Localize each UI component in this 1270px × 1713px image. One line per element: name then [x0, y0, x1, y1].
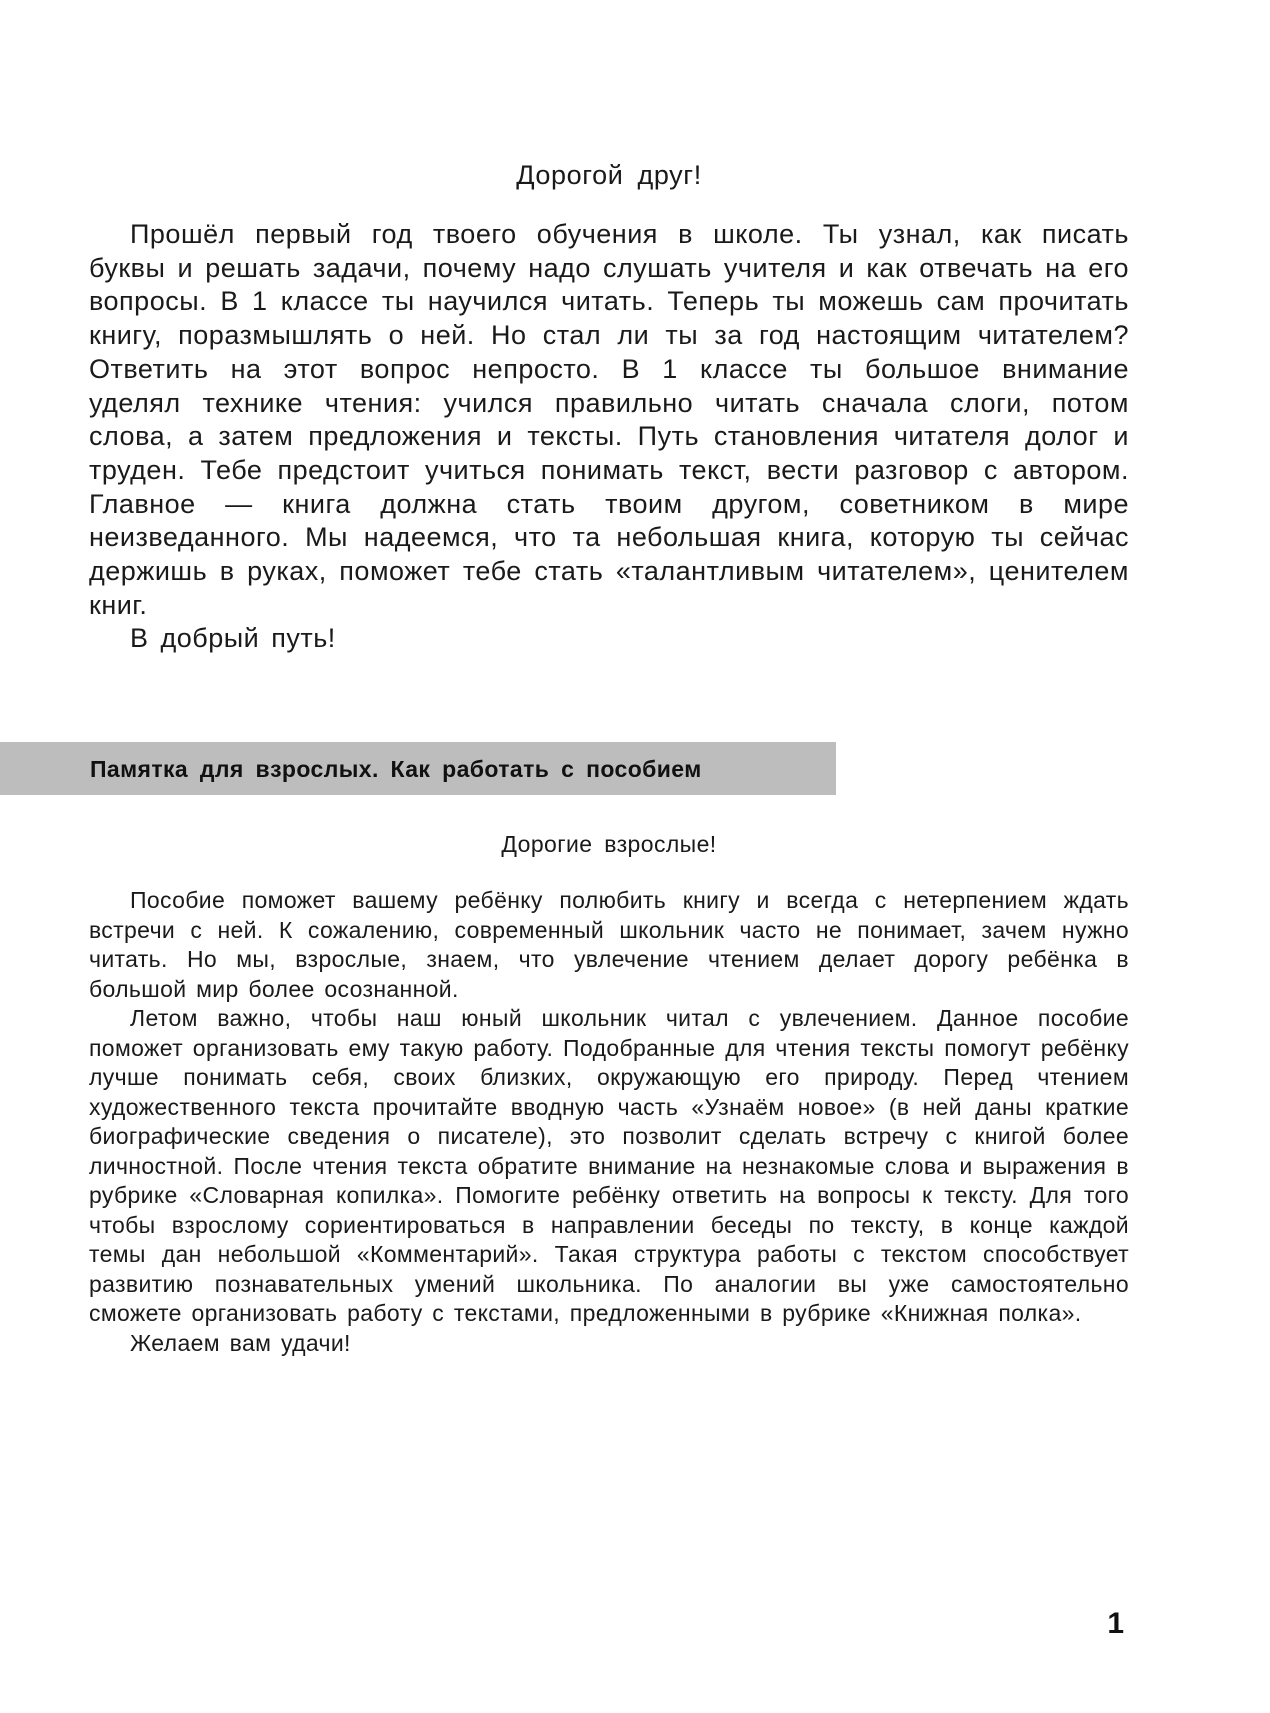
- child-letter-body: [89, 218, 1129, 656]
- adult-letter-paragraph: Летом важно, чтобы наш юный школьник читал с увлечением. Данное пособие поможет организовать ему такую работу. Подобранные для чтения тексты помогут ребёнку лучше понимать себя, своих близких, окружающую его природу. Перед чтением художественного текста прочитайте вводную часть «Узнаём новое» (в ней даны краткие биографические сведения о писателе), это позволит сделать встречу с книгой более личностной. После чтения текста обратите внимание на незнакомые слова и выражения в рубрике «Словарная копилка». Помогите ребёнку ответить на вопросы к тексту. Для того чтобы взрослому сориентироваться в направлении беседы по тексту, в конце каждой темы дан небольшой «Комментарий». Такая структура работы с текстом способствует развитию познавательных умений школьника. По аналогии вы уже самостоятельно сможете организовать работу с текстами, предложенными в рубрике «Книжная полка».: [89, 1005, 1129, 1326]
- adult-letter-section: [89, 829, 1129, 1358]
- child-letter-closing: В добрый путь!: [130, 623, 336, 654]
- child-letter-paragraph: Прошёл первый год твоего обучения в школе. Ты узнал, как писать буквы и решать задачи, почему надо слушать учителя и как отвечать на его вопросы. В 1 классе ты научился читать. Теперь ты можешь сам прочитать книгу, поразмышлять о ней. Но стал ли ты за год настоящим читателем? Ответить на этот вопрос непросто. В 1 классе ты большое внимание уделял технике чтения: учился правильно читать сначала слоги, потом слова, а затем предложения и тексты. Путь становления читателя долог и труден. Тебе предстоит учиться понимать текст, вести разговор с автором. Главное — книга должна стать твоим другом, советником в мире неизведанного. Мы надеемся, что та небольшая книга, которую ты сейчас держишь в руках, поможет тебе стать «талантливым читателем», ценителем книг.: [89, 219, 1129, 620]
- adult-letter-body: [89, 886, 1129, 1358]
- page-number: 1: [1107, 1607, 1124, 1640]
- child-greeting-heading: Дорогой друг!: [516, 160, 702, 190]
- adult-letter-closing: Желаем вам удачи!: [130, 1329, 351, 1356]
- adult-section-title: Памятка для взрослых. Как работать с пособием: [90, 756, 702, 782]
- adult-greeting-heading: Дорогие взрослые!: [501, 831, 717, 857]
- adult-section-header-band: [0, 742, 836, 795]
- child-letter-section: [89, 158, 1129, 656]
- adult-letter-paragraph: Пособие поможет вашему ребёнку полюбить книгу и всегда с нетерпением ждать встречи с ней. К сожалению, современный школьник часто не понимает, зачем нужно читать. Но мы, взрослые, знаем, что увлечение чтением делает дорогу ребёнка в большой мир более осознанной.: [89, 887, 1129, 1002]
